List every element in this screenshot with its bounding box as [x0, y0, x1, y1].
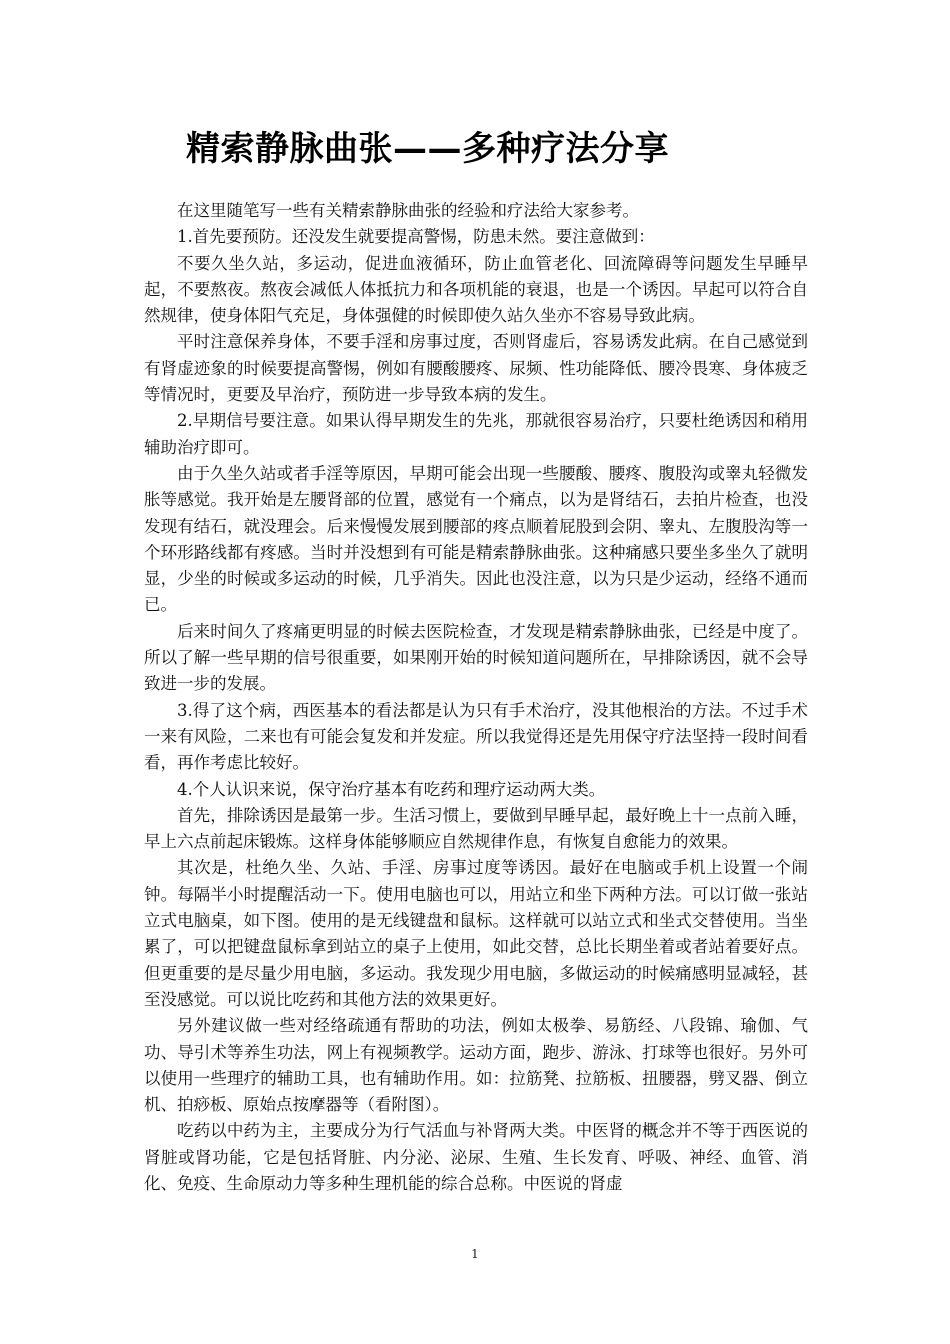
paragraph-early-signals-symptoms: 由于久坐久站或者手淫等原因，早期可能会出现一些腰酸、腰疼、腹股沟或睾丸轻微发胀等感觉。我开始是左腰肾部的位置，感觉有一个痛点，以为是肾结石，去拍片检查，也没发现有结石，就没理会。后来慢慢发展到腰部的疼点顺着屁股到会阴、睾丸、左腹股沟等一个环形路线都有疼感。当时并没想到有可能是精索静脉曲张。这种痛感只要坐多坐久了就明显，少坐的时候或多运动的时候，几乎消失。因此也没注意，以为只是少运动，经络不通而已。 [144, 463, 808, 615]
paragraph-first-step: 首先，排除诱因是最第一步。生活习惯上，要做到早睡早起，最好晚上十一点前入睡，早上六点前起床锻炼。这样身体能够顺应自然规律作息，有恢复自愈能力的效果。 [144, 805, 808, 852]
paragraph-treatment-options: 3.得了这个病，西医基本的看法都是认为只有手术治疗，没其他根治的方法。不过手术一来有风险，二来也有可能会复发和并发症。所以我觉得还是先用保守疗法坚持一段时间看看，再作考虑比较好。 [144, 700, 808, 773]
paragraph-prevention-habits: 不要久坐久站，多运动，促进血液循环，防止血管老化、回流障碍等问题发生早睡早起，不要熬夜。熬夜会减低人体抵抗力和各项机能的衰退，也是一个诱因。早起可以符合自然规律，使身体阳气充足，身体强健的时候即使久站久坐亦不容易导致此病。 [144, 253, 808, 326]
paragraph-exercise-tools: 另外建议做一些对经络疏通有帮助的功法，例如太极拳、易筋经、八段锦、瑜伽、气功、导引术等养生功法，网上有视频教学。运动方面，跑步、游泳、打球等也很好。另外可以使用一些理疗的辅助工具，也有辅助作用。如：拉筋凳、拉筋板、扭腰器，劈叉器、倒立机、拍痧板、原始点按摩器等（看附图）。 [144, 1016, 808, 1115]
paragraph-second-step: 其次是，杜绝久坐、久站、手淫、房事过度等诱因。最好在电脑或手机上设置一个闹钟。每隔半小时提醒活动一下。使用电脑也可以，用站立和坐下两种方法。可以订做一张站立式电脑桌，如下图。使用的是无线键盘和鼠标。这样就可以站立式和坐式交替使用。当坐累了，可以把键盘鼠标拿到站立的桌子上使用，如此交替，总比长期坐着或者站着要好点。但更重要的是尽量少用电脑，多运动。我发现少用电脑，多做运动的时候痛感明显减轻，甚至没感觉。可以说比吃药和其他方法的效果更好。 [144, 858, 808, 1009]
paragraph-intro: 在这里随笔写一些有关精索静脉曲张的经验和疗法给大家参考。 [177, 201, 639, 220]
paragraph-prevention-health: 平时注意保养身体，不要手淫和房事过度，否则肾虚后，容易诱发此病。在自己感觉到有肾虚迹象的时候要提高警惕，例如有腰酸腰疼、尿频、性功能降低、腰冷畏寒、身体疲乏等情况时，更要及早治疗，预防进一步导致本病的发生。 [144, 332, 808, 405]
paragraph-prevention-heading: 1.首先要预防。还没发生就要提高警惕，防患未然。要注意做到： [177, 227, 655, 247]
paragraph-conservative-treatment: 4.个人认识来说，保守治疗基本有吃药和理疗运动两大类。 [177, 779, 606, 799]
paragraph-medicine: 吃药以中药为主，主要成分为行气活血与补肾两大类。中医肾的概念并不等于西医说的肾脏或肾功能，它是包括肾脏、内分泌、泌尿、生殖、生长发育、呼吸、神经、血管、消化、免疫、生命原动力等多种生理机能的综合总称。中医说的肾虚 [144, 1121, 808, 1193]
paragraph-early-signals-diagnosis: 后来时间久了疼痛更明显的时候去医院检查，才发现是精索静脉曲张，已经是中度了。所以了解一些早期的信号很重要，如果刚开始的时候知道问题所在，早排除诱因，就不会导致进一步的发展。 [144, 621, 808, 694]
paragraph-early-signals-heading: 2.早期信号要注意。如果认得早期发生的先兆，那就很容易治疗，只要杜绝诱因和稍用辅助治疗即可。 [144, 411, 808, 457]
document-title: 精索静脉曲张——多种疗法分享 [186, 129, 669, 169]
document-body [144, 198, 808, 1197]
page-number: 1 [471, 1247, 479, 1261]
